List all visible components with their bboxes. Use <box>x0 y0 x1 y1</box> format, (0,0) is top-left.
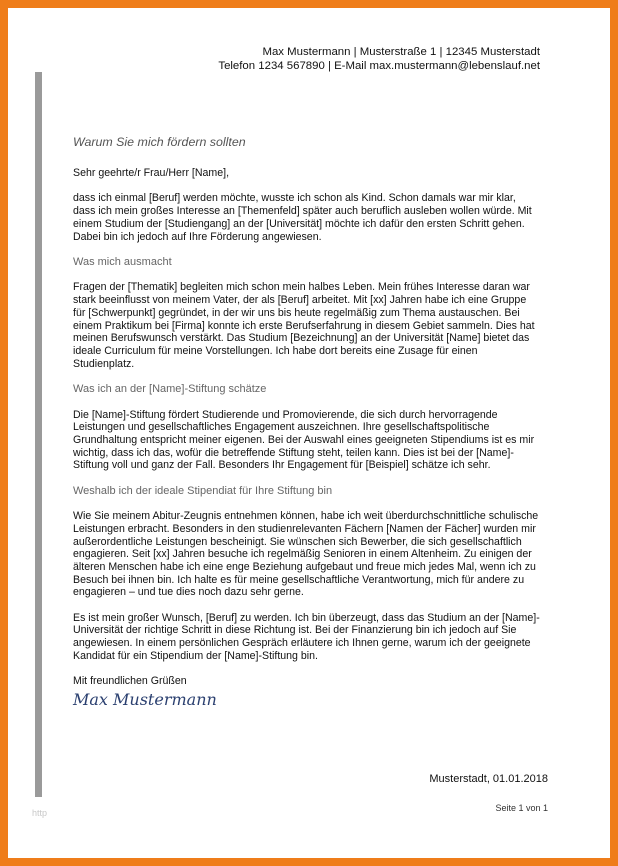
section-title-3: Weshalb ich der ideale Stipendiat für Ihre Stiftung bin <box>73 484 333 497</box>
signature: Max Mustermann <box>73 689 217 709</box>
closing-phrase: Mit freundlichen Grüßen <box>73 675 187 687</box>
conclusion-paragraph: Es ist mein großer Wunsch, [Beruf] zu werden. Ich bin überzeugt, dass das Studium an der [Name]-Universität der richtige Schritt in diese Richtung ist. Bei der Finanzierung bin ich jedoch auf Sie angewiesen. In einem persönlichen Gespräch erläutere ich Ihnen gerne, warum ich der geeignete Kandidat für ein Stipendium der [Name]-Stiftung bin. <box>73 611 540 662</box>
sender-header <box>218 45 540 73</box>
section-paragraph-2: Die [Name]-Stiftung fördert Studierende und Promovierende, die sich durch hervorragende Leistungen und gesellschaftliches Engagement auszeichnen. Ihre gesellschaftspolitische Grundhaltung entspricht meiner eigenen. Bei der Auswahl eines geeigneten Stipendiums ist es mir wichtig, dass ich das, wofür die betreffende Stiftung steht, teilen kann. Dies ist bei der [Name]-Stiftung voll und ganz der Fall. Besonders Ihr Engagement für [Beispiel] schätze ich sehr. <box>73 408 535 472</box>
salutation: Sehr geehrte/r Frau/Herr [Name], <box>73 166 230 179</box>
section-title-2: Was ich an der [Name]-Stiftung schätze <box>73 382 267 395</box>
page-number: Seite 1 von 1 <box>495 803 548 813</box>
section-title-1: Was mich ausmacht <box>73 255 172 268</box>
sender-contact-line: Telefon 1234 567890 | E-Mail max.mustermann@lebenslauf.net <box>218 60 540 72</box>
sender-address-line: Max Mustermann | Musterstraße 1 | 12345 Musterstadt <box>262 46 540 58</box>
sidebar-accent-bar <box>35 72 42 797</box>
place-date: Musterstadt, 01.01.2018 <box>429 773 548 785</box>
letter-headline: Warum Sie mich fördern sollten <box>73 135 246 149</box>
section-paragraph-1: Fragen der [Thematik] begleiten mich schon mein halbes Leben. Mein frühes Interesse daran war stark beeinflusst von meinem Vater, der als [Beruf] arbeitet. Mit [xx] Jahren habe ich eine Gruppe für [Schwerpunkt] gegründet, in der wir uns bis heute regelmäßig zum Thema austauschen. Bei einem Praktikum bei [Firma] konnte ich erste Berufserfahrung in diesem Gebiet sammeln. Dies hat meinen Berufswunsch verstärkt. Das Studium [Bezeichnung] an der Universität [Name] bietet das ideale Curriculum für meine Vorstellungen. Ich habe dort bereits eine Zusage für einen Studienplatz. <box>73 281 535 370</box>
section-paragraph-3: Wie Sie meinem Abitur-Zeugnis entnehmen können, habe ich weit überdurchschnittliche schulische Leistungen erbracht. Besonders in den studienrelevanten Fächern [Namen der Fächer] wurden mir außerordentliche Leistungen bescheinigt. Sie wünschen sich Bewerber, die sich gesellschaftlich engagieren. Seit [xx] Jahren besuche ich regelmäßig Senioren in einem Altenheim. Zu einigen der älteren Menschen habe ich eine enge Beziehung aufgebaut und freue mich jedes Mal, wenn ich zu Besuch bei ihnen bin. Ich halte es für meine gesellschaftliche Verantwortung, mich für andere zu engagieren – und tue dies noch dazu sehr gerne. <box>73 510 539 599</box>
intro-paragraph: dass ich einmal [Beruf] werden möchte, wusste ich schon als Kind. Schon damals war mir klar, dass ich mein großes Interesse an [Themenfeld] später auch beruflich ausleben wollen würde. Mit einem Studium der [Studiengang] an der [Universität] möchte ich dafür den ersten Schritt gehen. Dabei bin ich jedoch auf Ihre Förderung angewiesen. <box>73 192 532 243</box>
watermark-text: http <box>32 808 48 818</box>
letter-body <box>73 135 541 709</box>
